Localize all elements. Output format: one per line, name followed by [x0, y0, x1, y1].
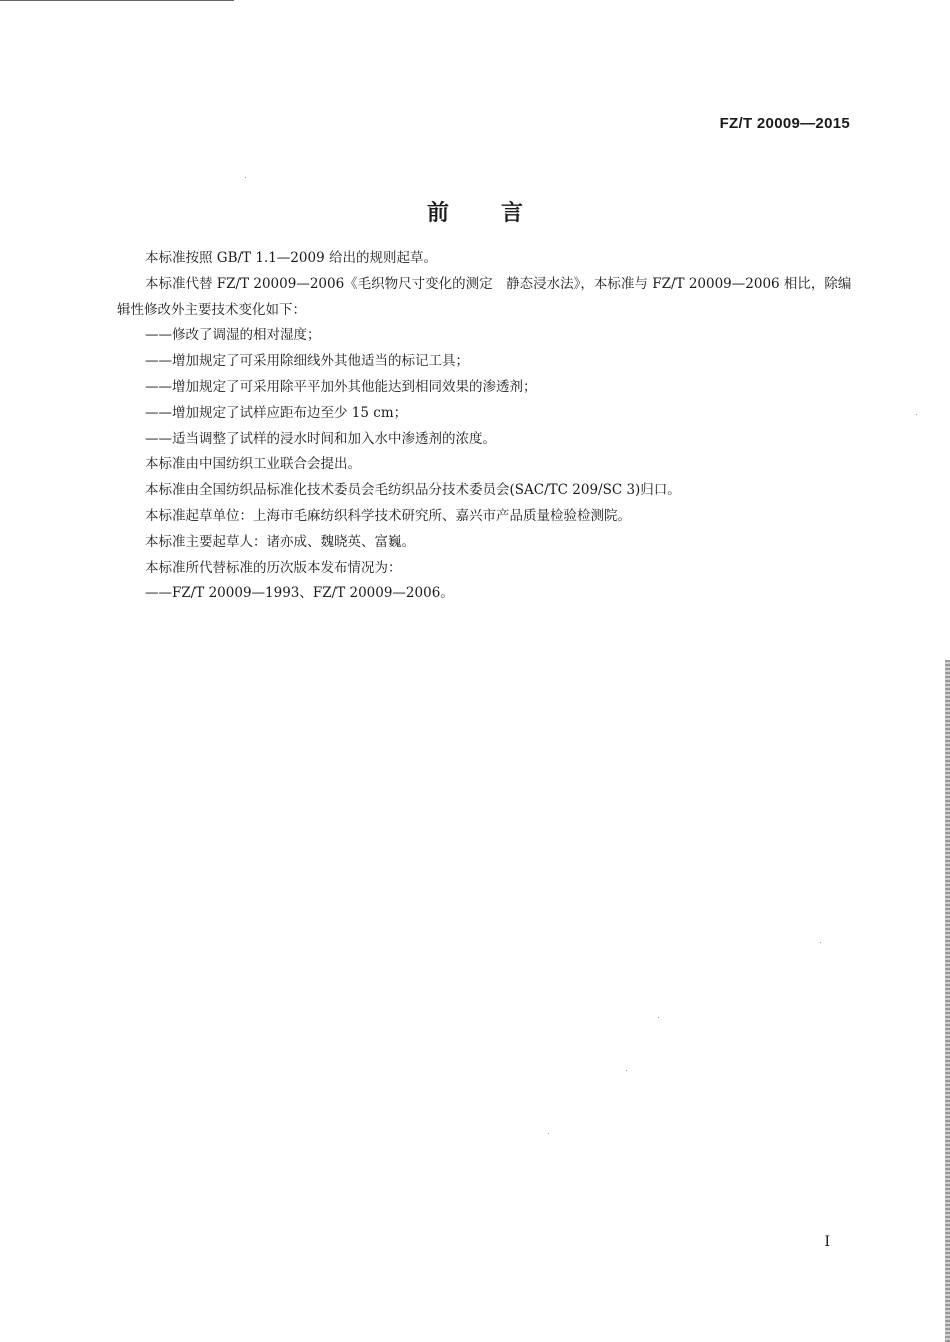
paragraph-history-intro: 本标准所代替标准的历次版本发布情况为： [145, 559, 402, 576]
top-rule [0, 0, 234, 1]
paragraph-committee: 本标准由全国纺织品标准化技术委员会毛纺织品分技术委员会(SAC/TC 209/SC 3)归口。 [145, 482, 681, 499]
history-item: ——FZ/T 20009—1993、FZ/T 20009—2006。 [145, 585, 454, 602]
paragraph-drafting-rules: 本标准按照 GB/T 1.1—2009 给出的规则起草。 [145, 250, 437, 266]
scan-speck [626, 1070, 627, 1071]
standard-number: FZ/T 20009—2015 [719, 115, 850, 132]
foreword-body [117, 246, 855, 607]
change-item: ——增加规定了可采用除平平加外其他能达到相同效果的渗透剂； [145, 378, 537, 395]
page-number: I [824, 1234, 830, 1250]
scan-edge-strip [945, 660, 950, 1342]
paragraph-proposer: 本标准由中国纺织工业联合会提出。 [145, 456, 361, 473]
scan-speck [916, 414, 917, 415]
paragraph-drafters: 本标准主要起草人：诸亦成、魏晓英、富巍。 [145, 533, 415, 550]
paragraph-drafting-units: 本标准起草单位：上海市毛麻纺织科学技术研究所、嘉兴市产品质量检验检测院。 [145, 507, 631, 524]
change-item: ——修改了调湿的相对湿度； [145, 327, 321, 344]
scan-speck [245, 177, 246, 178]
scan-speck [820, 942, 821, 943]
page-title: 前言 [426, 201, 575, 226]
change-item: ——增加规定了试样应距布边至少 15 cm； [145, 404, 408, 421]
change-item: ——增加规定了可采用除细线外其他适当的标记工具； [145, 353, 469, 370]
paragraph-replacement: 本标准代替 FZ/T 20009—2006《毛织物尺寸变化的测定 静态浸水法》，本标准与 FZ/T 20009—2006 相比，除编辑性修改外主要技术变化如下： [117, 275, 852, 318]
change-item: ——适当调整了试样的浸水时间和加入水中渗透剂的浓度。 [145, 430, 496, 447]
scan-speck [658, 1017, 659, 1018]
scan-speck [548, 1133, 549, 1134]
